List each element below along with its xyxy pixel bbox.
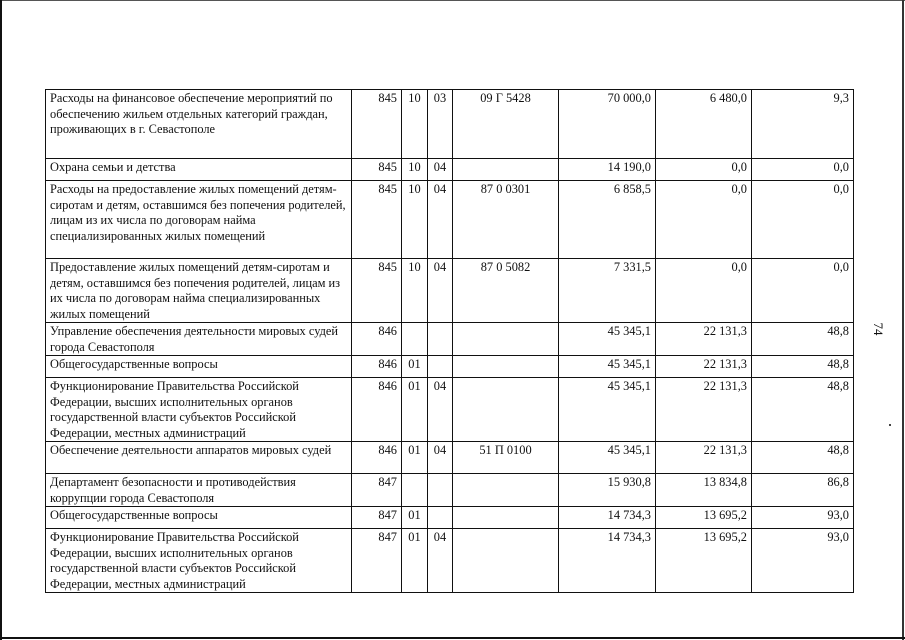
row-subsection-code (428, 356, 453, 378)
table-row (46, 159, 854, 181)
row-target-article: 51 П 0100 (453, 442, 559, 474)
row-description: Обеспечение деятельности аппаратов мировых судей (46, 442, 352, 474)
row-section-code: 01 (402, 507, 428, 529)
row-description: Расходы на финансовое обеспечение мероприятий по обеспечению жильем отдельных категорий граждан, проживающих в г. Севастополе (46, 90, 352, 159)
row-section-code (402, 323, 428, 356)
row-description: Охрана семьи и детства (46, 159, 352, 181)
row-department-code: 846 (352, 442, 402, 474)
row-description: Общегосударственные вопросы (46, 507, 352, 529)
row-department-code: 845 (352, 259, 402, 323)
row-section-code: 01 (402, 378, 428, 442)
row-executed-amount: 0,0 (656, 159, 752, 181)
table-row (46, 474, 854, 507)
table-row (46, 507, 854, 529)
row-executed-amount: 13 834,8 (656, 474, 752, 507)
row-department-code: 846 (352, 323, 402, 356)
row-department-code: 846 (352, 378, 402, 442)
row-target-article (453, 356, 559, 378)
row-department-code: 846 (352, 356, 402, 378)
row-subsection-code: 04 (428, 442, 453, 474)
row-target-article: 87 0 0301 (453, 181, 559, 259)
row-planned-amount: 14 190,0 (559, 159, 656, 181)
row-subsection-code: 04 (428, 159, 453, 181)
row-subsection-code (428, 474, 453, 507)
row-section-code: 10 (402, 181, 428, 259)
row-execution-percent: 48,8 (752, 442, 854, 474)
row-description: Функционирование Правительства Российской Федерации, высших исполнительных органов государственной власти субъектов Российской Федерации, местных администраций (46, 529, 352, 593)
row-target-article (453, 507, 559, 529)
table-row (46, 378, 854, 442)
table-row (46, 356, 854, 378)
row-department-code: 845 (352, 159, 402, 181)
row-target-article: 87 0 5082 (453, 259, 559, 323)
row-target-article (453, 159, 559, 181)
row-executed-amount: 0,0 (656, 259, 752, 323)
row-section-code (402, 474, 428, 507)
row-execution-percent: 0,0 (752, 259, 854, 323)
row-executed-amount: 22 131,3 (656, 323, 752, 356)
row-subsection-code (428, 323, 453, 356)
table-row (46, 90, 854, 159)
row-execution-percent: 48,8 (752, 323, 854, 356)
row-subsection-code: 04 (428, 529, 453, 593)
row-executed-amount: 0,0 (656, 181, 752, 259)
row-executed-amount: 22 131,3 (656, 356, 752, 378)
row-section-code: 10 (402, 159, 428, 181)
row-section-code: 01 (402, 529, 428, 593)
row-department-code: 845 (352, 90, 402, 159)
row-department-code: 847 (352, 507, 402, 529)
row-section-code: 01 (402, 356, 428, 378)
row-section-code: 10 (402, 259, 428, 323)
scan-border-top (0, 0, 905, 1)
row-description: Расходы на предоставление жилых помещений детям-сиротам и детям, оставшимся без попечения родителей, лицам из их числа по договорам найма специализированных жилых помещений (46, 181, 352, 259)
row-planned-amount: 45 345,1 (559, 323, 656, 356)
row-execution-percent: 48,8 (752, 378, 854, 442)
row-description: Функционирование Правительства Российской Федерации, высших исполнительных органов государственной власти субъектов Российской Федерации, местных администраций (46, 378, 352, 442)
row-subsection-code (428, 507, 453, 529)
page-number: 74 (871, 322, 886, 336)
row-subsection-code: 04 (428, 259, 453, 323)
row-target-article (453, 529, 559, 593)
row-planned-amount: 45 345,1 (559, 442, 656, 474)
row-target-article: 09 Г 5428 (453, 90, 559, 159)
row-planned-amount: 6 858,5 (559, 181, 656, 259)
row-planned-amount: 70 000,0 (559, 90, 656, 159)
row-executed-amount: 6 480,0 (656, 90, 752, 159)
row-department-code: 847 (352, 474, 402, 507)
row-execution-percent: 9,3 (752, 90, 854, 159)
row-subsection-code: 04 (428, 378, 453, 442)
row-section-code: 01 (402, 442, 428, 474)
row-section-code: 10 (402, 90, 428, 159)
row-execution-percent: 48,8 (752, 356, 854, 378)
row-executed-amount: 13 695,2 (656, 507, 752, 529)
row-subsection-code: 03 (428, 90, 453, 159)
row-target-article (453, 378, 559, 442)
row-planned-amount: 14 734,3 (559, 507, 656, 529)
row-target-article (453, 474, 559, 507)
row-executed-amount: 22 131,3 (656, 442, 752, 474)
row-description: Департамент безопасности и противодействия коррупции города Севастополя (46, 474, 352, 507)
row-executed-amount: 13 695,2 (656, 529, 752, 593)
table-row (46, 529, 854, 593)
row-execution-percent: 93,0 (752, 507, 854, 529)
row-execution-percent: 86,8 (752, 474, 854, 507)
row-planned-amount: 45 345,1 (559, 356, 656, 378)
scan-border-bottom (0, 637, 905, 639)
table-row (46, 259, 854, 323)
scan-speck (889, 424, 891, 426)
row-planned-amount: 7 331,5 (559, 259, 656, 323)
scan-border-right (902, 0, 904, 640)
budget-table-body (46, 90, 854, 593)
row-department-code: 845 (352, 181, 402, 259)
table-row (46, 181, 854, 259)
table-row (46, 323, 854, 356)
row-description: Предоставление жилых помещений детям-сиротам и детям, оставшимся без попечения родителей, лицам из их числа по договорам найма специализированных жилых помещений (46, 259, 352, 323)
row-department-code: 847 (352, 529, 402, 593)
row-target-article (453, 323, 559, 356)
row-description: Управление обеспечения деятельности мировых судей города Севастополя (46, 323, 352, 356)
row-executed-amount: 22 131,3 (656, 378, 752, 442)
row-execution-percent: 0,0 (752, 181, 854, 259)
row-planned-amount: 15 930,8 (559, 474, 656, 507)
scan-border-left (0, 0, 2, 640)
row-planned-amount: 45 345,1 (559, 378, 656, 442)
row-execution-percent: 93,0 (752, 529, 854, 593)
row-description: Общегосударственные вопросы (46, 356, 352, 378)
budget-table (45, 89, 854, 593)
table-row (46, 442, 854, 474)
row-planned-amount: 14 734,3 (559, 529, 656, 593)
row-subsection-code: 04 (428, 181, 453, 259)
row-execution-percent: 0,0 (752, 159, 854, 181)
